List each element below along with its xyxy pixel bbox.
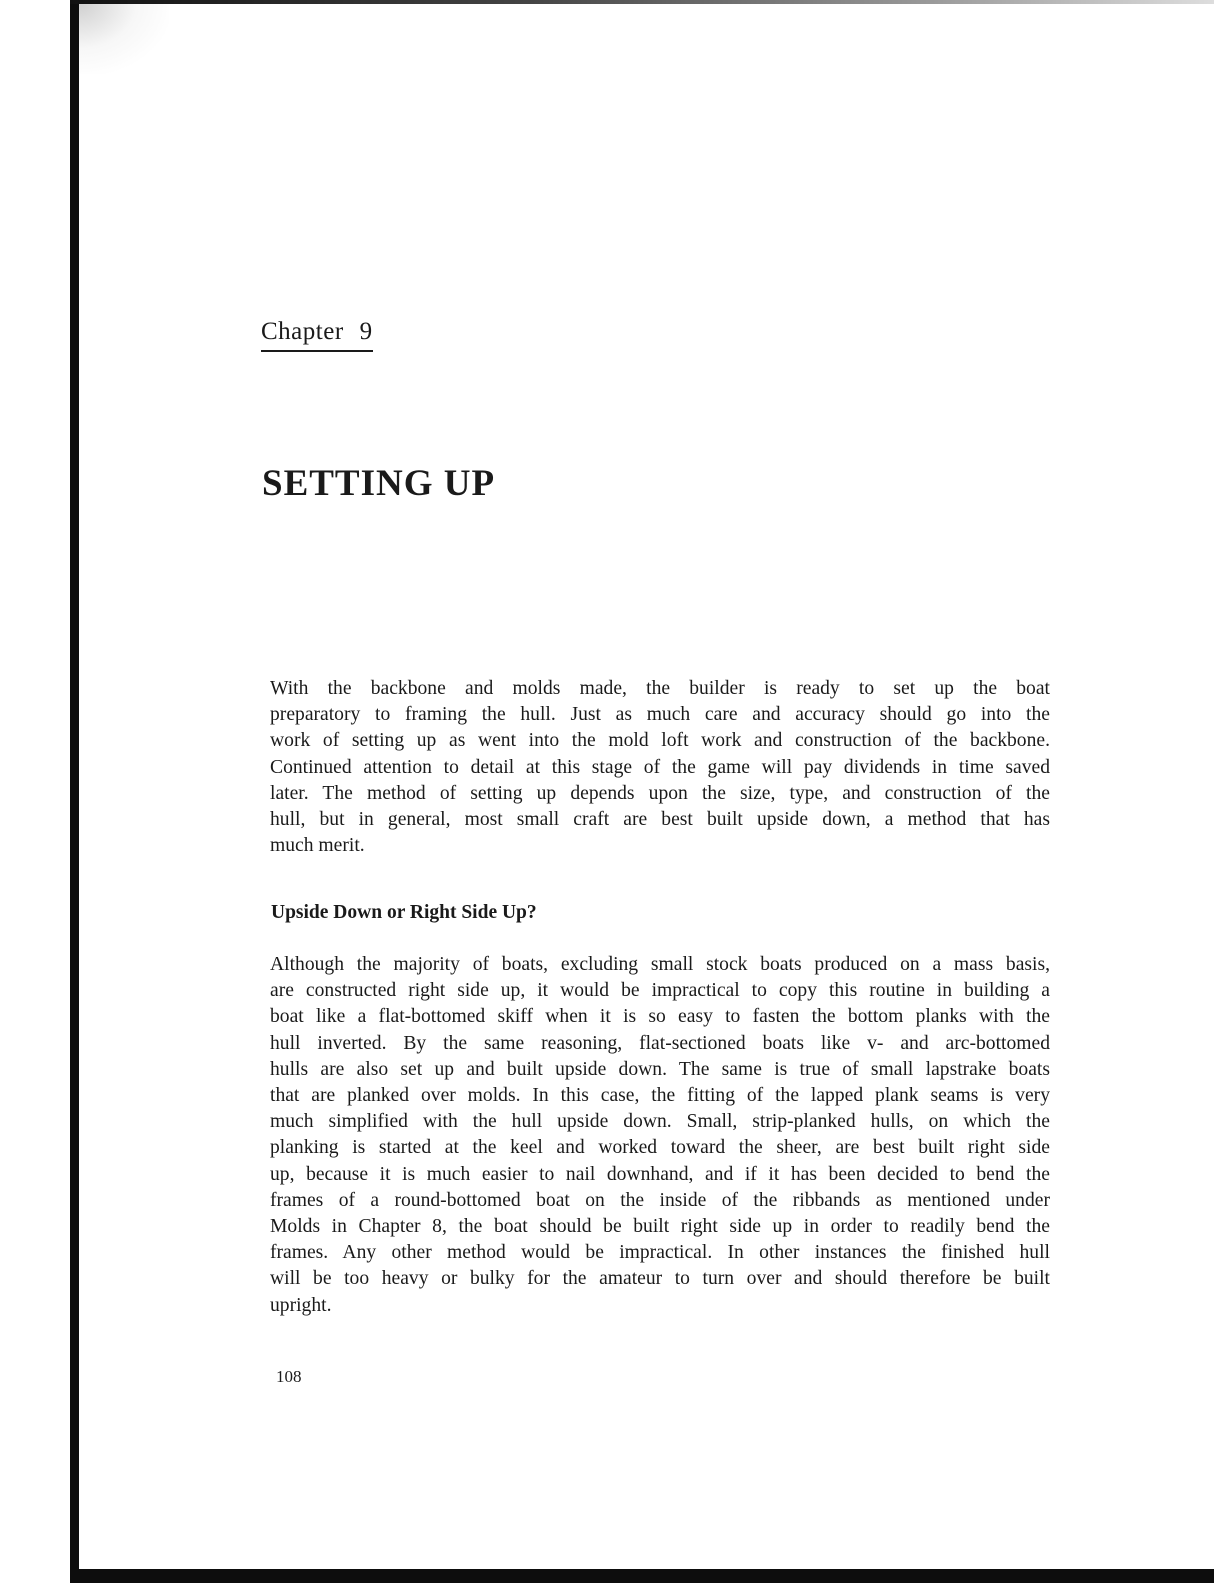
section-line: Molds in Chapter 8, the boat should be built right side up in order to readily bend the [270, 1216, 1050, 1238]
scan-top-border [70, 0, 1214, 4]
intro-line: work of setting up as went into the mold loft work and construction of the backbone. [270, 730, 1050, 752]
intro-line: much merit. [270, 835, 365, 857]
section-line: that are planked over molds. In this case, the fitting of the lapped plank seams is very [270, 1085, 1050, 1107]
chapter-label [261, 318, 373, 352]
section-line: hull inverted. By the same reasoning, flat-sectioned boats like v- and arc-bottomed [270, 1032, 1050, 1054]
intro-line: Continued attention to detail at this stage of the game will pay dividends in time saved [270, 756, 1050, 778]
section-line: hulls are also set up and built upside down. The same is true of small lapstrake boats [270, 1058, 1050, 1080]
section-line: frames of a round-bottomed boat on the inside of the ribbands as mentioned under [270, 1189, 1050, 1211]
chapter-word: Chapter [261, 318, 344, 345]
intro-paragraph [270, 676, 1050, 859]
chapter-number: 9 [359, 318, 373, 345]
section-line: frames. Any other method would be impractical. In other instances the finished hull [270, 1242, 1050, 1264]
section-heading: Upside Down or Right Side Up? [271, 902, 537, 923]
intro-line: later. The method of setting up depends upon the size, type, and construction of the [270, 782, 1050, 804]
intro-line: With the backbone and molds made, the builder is ready to set up the boat [270, 678, 1050, 699]
section-line: much simplified with the hull upside down. Small, strip-planked hulls, on which the [270, 1111, 1050, 1133]
page-number: 108 [276, 1367, 302, 1386]
scan-corner-shadow [79, 4, 169, 74]
scan-bottom-border [70, 1569, 1214, 1583]
section-line: Although the majority of boats, excluding small stock boats produced on a mass basis, [270, 954, 1050, 975]
intro-line: hull, but in general, most small craft are best built upside down, a method that has [270, 809, 1050, 831]
section-paragraph [270, 952, 1050, 1319]
intro-line: preparatory to framing the hull. Just as much care and accuracy should go into the [270, 704, 1050, 726]
section-line: planking is started at the keel and worked toward the sheer, are best built right side [270, 1137, 1050, 1159]
section-line: will be too heavy or bulky for the amateur to turn over and should therefore be built [270, 1268, 1050, 1290]
section-line: boat like a flat-bottomed skiff when it is so easy to fasten the bottom planks with the [270, 1006, 1050, 1028]
section-line: up, because it is much easier to nail downhand, and if it has been decided to bend the [270, 1163, 1050, 1185]
section-line: upright. [270, 1294, 332, 1316]
chapter-title: SETTING UP [262, 463, 496, 504]
section-line: are constructed right side up, it would be impractical to copy this routine in building a [270, 980, 1050, 1002]
scan-left-border [70, 0, 79, 1583]
